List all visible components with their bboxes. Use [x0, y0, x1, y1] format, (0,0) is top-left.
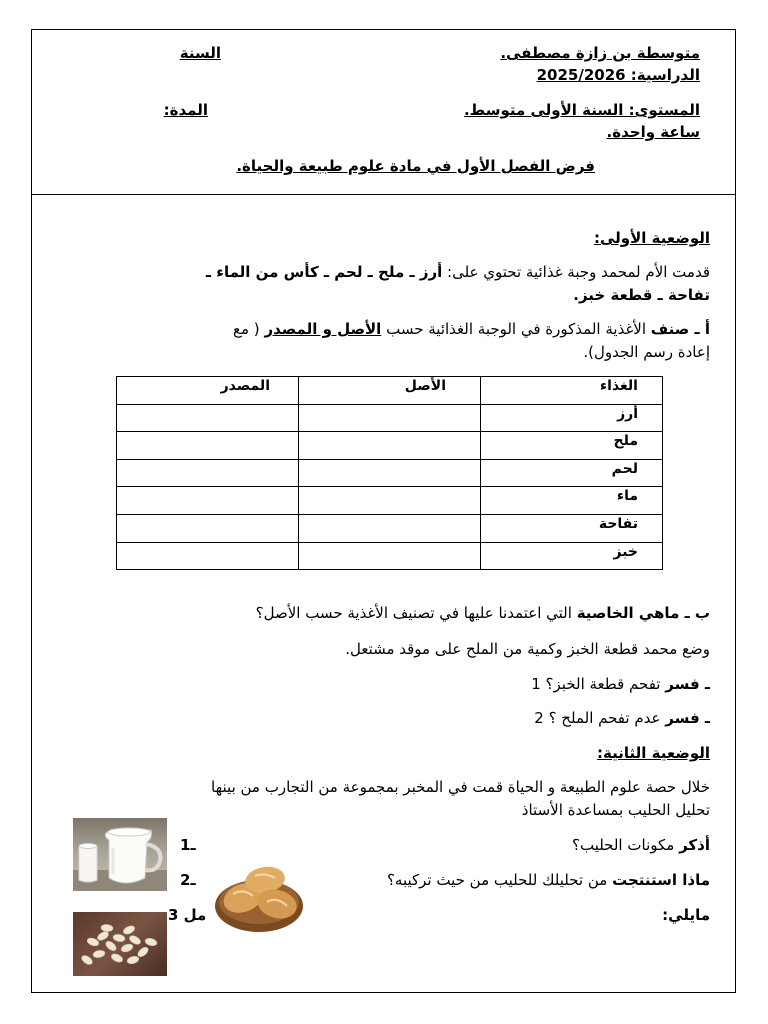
situation2-question-2	[387, 869, 710, 891]
table-header-row	[117, 377, 663, 405]
s2-q3-right: مايلي:	[662, 906, 710, 924]
food-cell: تفاحة	[481, 514, 663, 542]
beans-image	[73, 912, 167, 976]
empty-cell	[299, 542, 481, 570]
situation1-intro	[206, 261, 710, 283]
question-a-line2: إعادة رسم الجدول).	[583, 343, 710, 361]
school-name: متوسطة بن زازة مصطفى.	[500, 44, 700, 62]
food-cell: خبز	[481, 542, 663, 570]
s2-q2-plain: من تحليلك للحليب من حيث تركيبه؟	[386, 871, 608, 889]
table-row	[117, 487, 663, 515]
s2-q3-left: مل 3	[168, 906, 207, 924]
header-food: الغذاء	[481, 377, 663, 405]
question-b	[256, 602, 710, 624]
situation1-heading: الوضعية الأولى:	[593, 229, 710, 247]
header-source: المصدر	[117, 377, 299, 405]
empty-cell	[117, 432, 299, 460]
food-cell: ماء	[481, 487, 663, 515]
situation2-intro-line2: تحليل الحليب بمساعدة الأستاذ	[521, 801, 710, 819]
empty-cell	[117, 487, 299, 515]
question-b-bold: ب ـ ماهي الخاصية	[576, 604, 710, 622]
intro-plain: قدمت الأم لمحمد وجبة غذائية تحتوي على:	[447, 263, 710, 281]
question-1-plain: تفحم قطعة الخبز؟ 1	[531, 675, 661, 693]
bread-image	[209, 852, 310, 937]
food-cell: لحم	[481, 459, 663, 487]
situation2-heading: الوضعية الثانية:	[597, 744, 710, 762]
question-a-plain: الأغذية المذكورة في الوجبة الغذائية حسب	[386, 320, 647, 338]
question-b-plain: التي اعتمدنا عليها في تصنيف الأغذية حسب الأصل؟	[255, 604, 572, 622]
question-a-bold: أ ـ صنف	[650, 320, 710, 338]
food-table	[116, 376, 663, 570]
s2-q2-number: ـ2	[180, 871, 196, 889]
empty-cell	[117, 459, 299, 487]
beans-icon	[73, 912, 167, 976]
empty-cell	[299, 487, 481, 515]
duration-value: ساعة واحدة.	[606, 123, 700, 141]
table-row	[117, 404, 663, 432]
question-a-underline: الأصل و المصدر	[264, 320, 382, 338]
empty-cell	[299, 404, 481, 432]
experiment-text: وضع محمد قطعة الخبز وكمية من الملح على موقد مشتعل.	[345, 640, 710, 658]
empty-cell	[117, 404, 299, 432]
question-2-plain: عدم تفحم الملح ؟ 2	[534, 709, 661, 727]
situation2-intro-line1: خلال حصة علوم الطبيعة و الحياة قمت في المخبر بمجموعة من التجارب من بينها	[211, 778, 710, 796]
s2-q1-number: ـ1	[180, 836, 196, 854]
empty-cell	[299, 432, 481, 460]
s2-q1-bold: أذكر	[679, 836, 710, 854]
milk-jug-icon	[73, 818, 167, 891]
food-cell: أرز	[481, 404, 663, 432]
question-1-bold: ـ فسر	[665, 675, 710, 693]
question-2	[534, 707, 710, 729]
food-cell: ملح	[481, 432, 663, 460]
s2-q1-plain: مكونات الحليب؟	[572, 836, 675, 854]
empty-cell	[117, 514, 299, 542]
bread-basket-icon	[209, 852, 310, 937]
situation2-question-1	[572, 834, 710, 856]
question-a-end: ( مع	[233, 320, 260, 338]
empty-cell	[117, 542, 299, 570]
intro-bold: أرز ـ ملح ـ لحم ـ كأس من الماء ـ	[205, 263, 443, 281]
table-row	[117, 432, 663, 460]
s2-q2-bold: ماذا استنتجت	[612, 871, 710, 889]
question-2-bold: ـ فسر	[665, 709, 710, 727]
duration-label: المدة:	[163, 101, 208, 119]
level: المستوى: السنة الأولى متوسط.	[463, 101, 700, 119]
exam-title: فرض الفصل الأول في مادة علوم طبيعة والحياة.	[236, 157, 595, 175]
situation1-intro-line2: تفاحة ـ قطعة خبز.	[573, 286, 710, 304]
question-a	[233, 318, 710, 340]
year-label: السنة	[179, 44, 221, 62]
year-value: الدراسية: 2025/2026	[536, 66, 700, 84]
question-1	[531, 673, 710, 695]
table-row	[117, 514, 663, 542]
empty-cell	[299, 459, 481, 487]
header-origin: الأصل	[299, 377, 481, 405]
table-row	[117, 459, 663, 487]
empty-cell	[299, 514, 481, 542]
milk-image	[73, 818, 167, 891]
table-row	[117, 542, 663, 570]
